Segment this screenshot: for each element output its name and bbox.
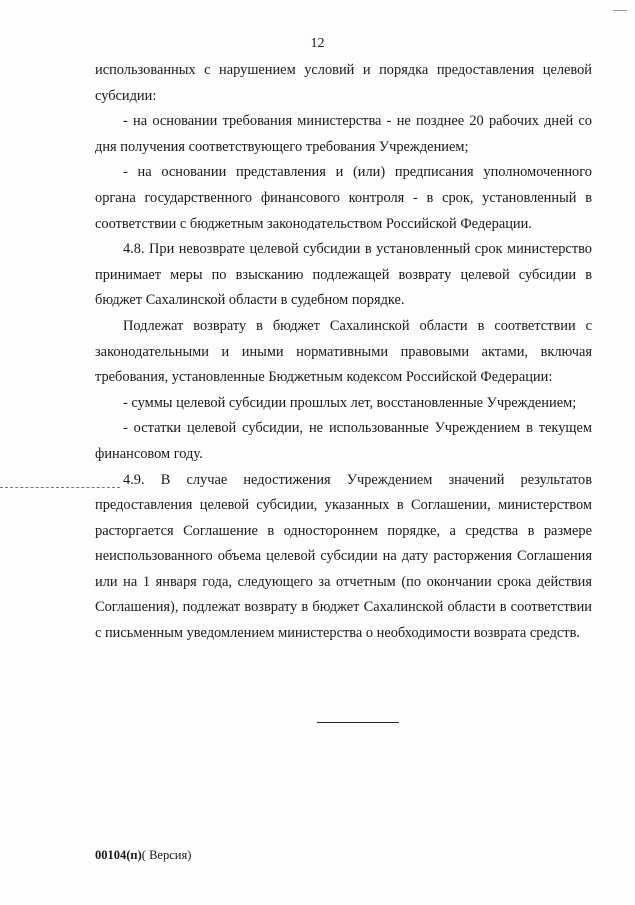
end-divider [317,722,399,723]
scan-corner-mark [613,2,627,11]
page-number: 12 [310,36,325,51]
document-version: ( Версия) [141,848,192,862]
paragraph-ministry-requirement: - на основании требования министерства - не позднее 20 рабочих дней со дня получения соответствующего требования Учреждением; [95,113,592,155]
paragraph-financial-control: - на основании представления и (или) предписания уполномоченного органа государственного финансового контроля - в срок, установленный в соответствии с бюджетным законодательством Российской Федерации. [95,164,592,232]
paragraph-4-9: 4.9. В случае недостижения Учреждением значений результатов предоставления целевой субсидии, указанных в Соглашении, министерством расторгается Соглашение в одностороннем порядке, а средства в размере неиспользованного объема целевой субсидии на дату расторжения Соглашения или на 1 января года, следующего за отчетным (по окончании срока действия Соглашения), подлежат возврату в бюджет Сахалинской области в соответствии с письменным уведомлением министерства о необходимости возврата средств. [95,471,592,642]
document-code [95,848,191,863]
scan-dash-mark [0,487,120,488]
document-code-number: 00104(п) [95,848,142,862]
paragraph-subject-to-return: Подлежат возврату в бюджет Сахалинской области в соответствии с законодательными и иными нормативными правовыми актами, включая требования, установленные Бюджетным кодексом Российской Федерации: [95,317,592,386]
paragraph-unused-balances: - остатки целевой субсидии, не использованные Учреждением в текущем финансовом году. [95,420,592,462]
paragraph-continuation: использованных с нарушением условий и порядка предоставления целевой субсидии: [95,62,592,104]
paragraph-past-years-sums: - суммы целевой субсидии прошлых лет, восстановленные Учреждением; [123,394,577,411]
paragraph-4-8: 4.8. При невозврате целевой субсидии в установленный срок министерство принимает меры по взысканию подлежащей возврату целевой субсидии в бюджет Сахалинской области в судебном порядке. [95,241,592,309]
document-body [95,58,592,647]
